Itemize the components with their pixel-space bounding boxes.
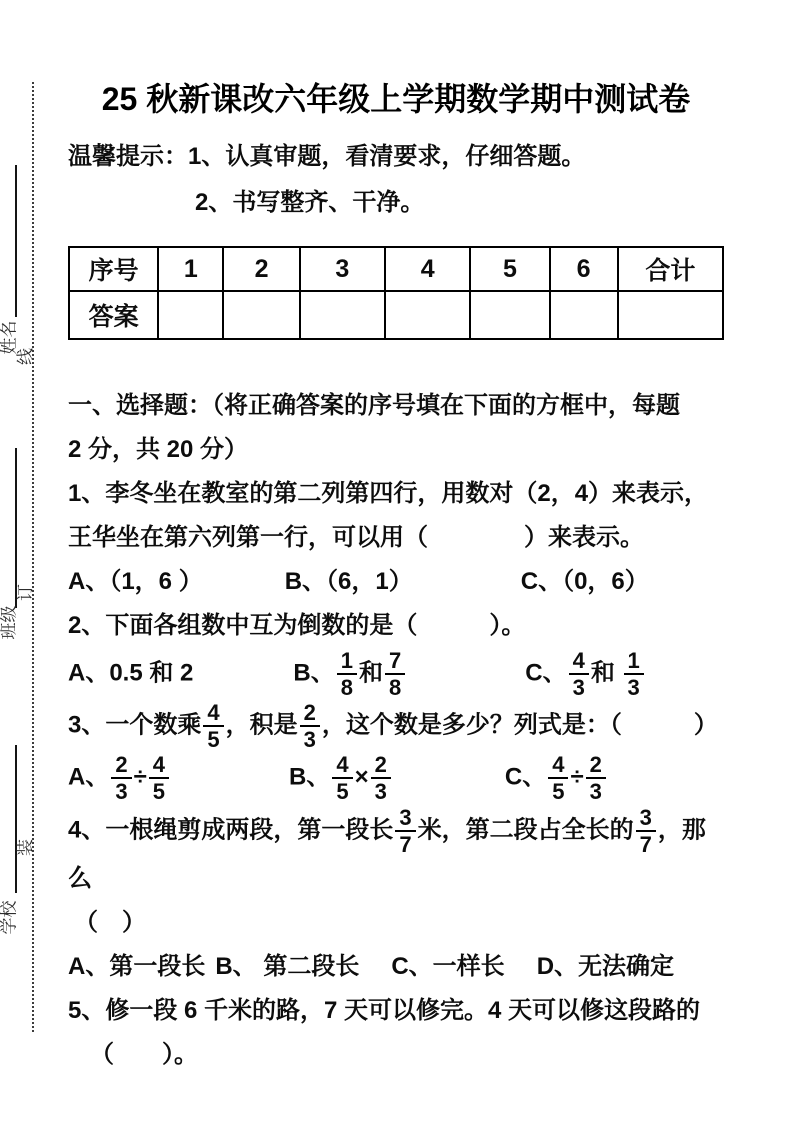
fraction-numerator: 4 bbox=[149, 753, 169, 779]
fraction-denominator: 3 bbox=[303, 727, 316, 753]
fraction bbox=[300, 701, 320, 751]
fraction-denominator: 3 bbox=[115, 779, 128, 805]
name-fill-line bbox=[15, 165, 17, 317]
fraction-denominator: 5 bbox=[552, 779, 565, 805]
fraction bbox=[371, 753, 391, 803]
q3-options-line: A、 $\frac{2}{3}$ ÷ $\frac{4}{5}$ B、 $\frac{4}{5}$ × $\frac{2}{3}$ C、 $\frac{4}{5}$ ÷ $\frac{2}{3}$ bbox=[68, 752, 724, 804]
fraction bbox=[111, 753, 131, 803]
fraction-denominator: 3 bbox=[374, 779, 387, 805]
option-spacer bbox=[505, 973, 537, 974]
fraction-numerator: 4 bbox=[569, 649, 589, 675]
section-heading-line-1: 一、选择题：（将正确答案的序号填在下面的方框中，每题 bbox=[68, 392, 680, 419]
fraction-numerator: 3 bbox=[395, 806, 415, 832]
school-fill-line bbox=[15, 745, 17, 893]
option-spacer bbox=[359, 973, 391, 974]
q4-text-line-1: 4、一根绳剪成两段，第一段长 $\frac{3}{7}$ 米，第二段占全长的 $\frac{3}{7}$ ，那么 bbox=[68, 804, 706, 892]
fraction-numerator: 4 bbox=[548, 753, 568, 779]
fraction-numerator: 2 bbox=[586, 753, 606, 779]
answer-cell-2 bbox=[223, 291, 299, 339]
fraction-denominator: 3 bbox=[589, 779, 602, 805]
fraction bbox=[395, 806, 415, 856]
tip-line-1: 温馨提示：1、认真审题，看清要求，仔细答题。 bbox=[68, 143, 586, 170]
q4-text-line-2: （ ） bbox=[74, 908, 146, 936]
fraction-denominator: 5 bbox=[336, 779, 349, 805]
fraction-denominator: 8 bbox=[388, 675, 402, 701]
answer-table-answer-row bbox=[69, 291, 723, 339]
table-header-6: 6 bbox=[550, 247, 618, 291]
name-label: 姓名 bbox=[0, 320, 19, 355]
fraction-numerator: 1 bbox=[337, 649, 357, 675]
answer-row-label: 答案 bbox=[69, 291, 158, 339]
answer-cell-4 bbox=[385, 291, 470, 339]
q4-options-line: A、第一段长 B、 第二段长 C、一样长 D、无法确定 bbox=[68, 952, 675, 980]
question-section bbox=[68, 384, 724, 1077]
section-heading-line-2: 2 分，共 20 分） bbox=[68, 436, 249, 463]
table-header-2: 2 bbox=[223, 247, 299, 291]
fraction-numerator: 4 bbox=[332, 753, 352, 779]
fraction-denominator: 3 bbox=[627, 675, 640, 701]
option-spacer bbox=[393, 784, 505, 785]
q1-text-line-2: 王华坐在第六列第一行，可以用（ ）来表示。 bbox=[68, 524, 644, 551]
fraction-denominator: 7 bbox=[639, 831, 652, 857]
class-label: 班级 bbox=[0, 605, 19, 640]
fraction-numerator: 2 bbox=[300, 701, 320, 727]
binding-char-ding: 订 bbox=[16, 584, 35, 601]
answer-cell-3 bbox=[300, 291, 385, 339]
option-spacer bbox=[407, 679, 525, 680]
fraction-numerator: 4 bbox=[203, 701, 223, 727]
fraction bbox=[332, 753, 352, 803]
q1-text-line-1: 1、李冬坐在教室的第二列第四行，用数对（2，4）来表示， bbox=[68, 480, 709, 507]
q2-options-line: A、0.5 和 2 B、 $\frac{1}{8}$ 和 $\frac{7}{8}$ C、 $\frac{4}{3}$ 和 $\frac{1}{3}$ bbox=[68, 648, 724, 700]
table-header-4: 4 bbox=[385, 247, 470, 291]
fraction bbox=[203, 701, 223, 751]
q5-text-line-2: （ ）。 bbox=[90, 1040, 198, 1068]
table-header-xuhao: 序号 bbox=[69, 247, 158, 291]
option-spacer bbox=[205, 973, 215, 974]
fraction-numerator: 7 bbox=[385, 649, 405, 675]
exam-content bbox=[68, 0, 724, 1077]
tip-line-2: 2、书写整齐、干净。 bbox=[195, 189, 425, 216]
option-spacer bbox=[413, 588, 521, 589]
fraction-denominator: 5 bbox=[152, 779, 166, 805]
fraction bbox=[586, 753, 606, 803]
fraction bbox=[337, 649, 357, 699]
option-spacer bbox=[203, 588, 285, 589]
fraction-denominator: 8 bbox=[340, 675, 353, 701]
fraction-denominator: 3 bbox=[572, 675, 585, 701]
table-header-heji: 合计 bbox=[618, 247, 723, 291]
answer-cell-5 bbox=[470, 291, 549, 339]
table-header-5: 5 bbox=[470, 247, 549, 291]
answer-cell-1 bbox=[158, 291, 223, 339]
binding-dotted-line bbox=[32, 82, 34, 1032]
school-label: 学校 bbox=[0, 900, 19, 935]
fraction bbox=[636, 806, 656, 856]
option-spacer bbox=[171, 784, 289, 785]
q3-text-line: 3、一个数乘 $\frac{4}{5}$ ，积是 $\frac{2}{3}$ ，这个数是多少？列式是：（ ） bbox=[68, 700, 718, 753]
fraction-denominator: 5 bbox=[207, 727, 220, 753]
table-header-3: 3 bbox=[300, 247, 385, 291]
q5-text-line-1: 5、修一段 6 千米的路，7 天可以修完。4 天可以修这段路的 bbox=[68, 996, 701, 1024]
binding-char-zhuang: 装 bbox=[16, 839, 35, 856]
q1-options-line: A、（1，6 ） B、（6，1） C、（0，6） bbox=[68, 568, 649, 595]
fraction bbox=[385, 649, 405, 699]
answer-table bbox=[68, 246, 724, 340]
fraction bbox=[624, 649, 644, 699]
fraction-numerator: 2 bbox=[111, 753, 131, 779]
fraction-numerator: 1 bbox=[624, 649, 644, 675]
option-spacer bbox=[193, 679, 293, 680]
answer-cell-total bbox=[618, 291, 723, 339]
answer-table-header-row bbox=[69, 247, 723, 291]
fraction bbox=[548, 753, 568, 803]
q2-text-line: 2、下面各组数中互为倒数的是（ ）。 bbox=[68, 612, 526, 639]
answer-cell-6 bbox=[550, 291, 618, 339]
fraction bbox=[569, 649, 589, 699]
fraction-denominator: 7 bbox=[399, 831, 412, 857]
table-header-1: 1 bbox=[158, 247, 223, 291]
page-title: 25 秋新课改六年级上学期数学期中测试卷 bbox=[101, 81, 691, 117]
fraction-numerator: 3 bbox=[636, 806, 656, 832]
fraction bbox=[149, 753, 169, 803]
fraction-numerator: 2 bbox=[371, 753, 391, 779]
binding-char-line: 线 bbox=[16, 348, 35, 365]
